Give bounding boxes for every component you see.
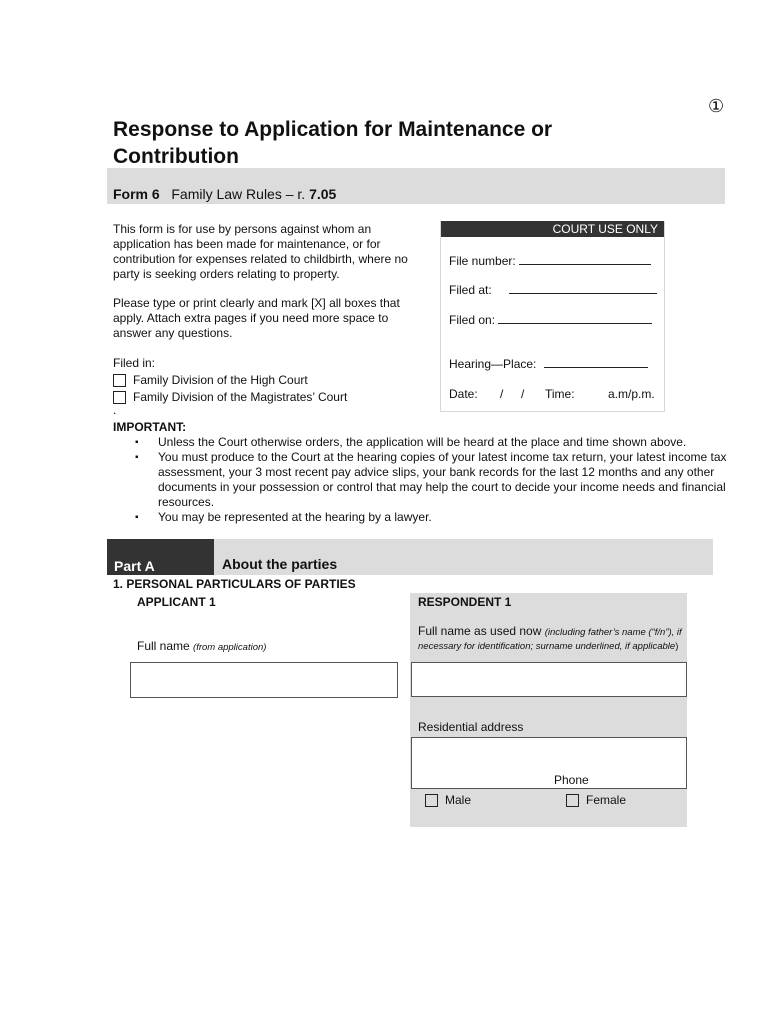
section-1-heading: 1. PERSONAL PARTICULARS OF PARTIES bbox=[113, 577, 356, 591]
residential-address-field[interactable] bbox=[411, 737, 687, 789]
part-a-label: Part A bbox=[114, 558, 155, 574]
important-list bbox=[113, 435, 733, 525]
date-slash-2: / bbox=[521, 387, 525, 401]
intro-paragraph-2: Please type or print clearly and mark [X] all boxes that apply. Attach extra pages if you need more space to answer any questions. bbox=[113, 296, 400, 340]
bullet-icon: ▪ bbox=[135, 452, 139, 463]
page-number: ① bbox=[708, 96, 725, 116]
phone-label: Phone bbox=[554, 773, 589, 787]
high-court-label: Family Division of the High Court bbox=[133, 373, 308, 387]
respondent-fullname-label: Full name as used now (including father’s name (“f/n”), if necessary for identification; surname underlined, if applicable) bbox=[418, 624, 682, 652]
important-item-3: ▪ You may be represented at the hearing by a lawyer. bbox=[135, 510, 432, 524]
date-slash-1: / bbox=[500, 387, 504, 401]
respondent-heading: RESPONDENT 1 bbox=[418, 595, 512, 609]
applicant-heading: APPLICANT 1 bbox=[137, 595, 216, 609]
file-number-row bbox=[449, 254, 651, 268]
filed-at-row bbox=[449, 283, 657, 297]
female-option[interactable] bbox=[566, 793, 626, 807]
court-use-box bbox=[440, 221, 665, 412]
time-label: Time: bbox=[545, 387, 575, 401]
important-heading: IMPORTANT: bbox=[113, 420, 187, 434]
residential-address-label: Residential address bbox=[418, 720, 524, 734]
magistrates-court-label: Family Division of the Magistrates’ Court bbox=[133, 390, 348, 404]
filed-in-section bbox=[113, 355, 433, 417]
hearing-place-row bbox=[449, 357, 648, 371]
filed-on-field[interactable] bbox=[498, 313, 652, 324]
female-checkbox[interactable] bbox=[566, 794, 579, 807]
respondent-column-footer-band bbox=[410, 807, 687, 826]
hearing-place-field[interactable] bbox=[544, 357, 648, 368]
filed-in-label: Filed in: bbox=[113, 356, 156, 370]
form-number: Form 6 bbox=[113, 186, 160, 202]
male-checkbox[interactable] bbox=[425, 794, 438, 807]
filed-on-row bbox=[449, 313, 652, 327]
high-court-checkbox[interactable] bbox=[113, 374, 126, 387]
filed-in-option-magistrates-court[interactable] bbox=[113, 389, 433, 406]
rules-prefix: Family Law Rules – r. bbox=[171, 186, 310, 202]
respondent-fullname-note: (including father’s name (“f/n”), if necessary for identification; surname underlined, if applicable bbox=[418, 627, 682, 652]
male-option[interactable] bbox=[425, 793, 471, 807]
important-item-2: ▪ You must produce to the Court at the hearing copies of your latest income tax return, your latest income tax assessment, your 3 most recent pay advice slips, your bank records for the last 12 months and any other documents in your possession or control that may help the court to decide your income needs and financial resources. bbox=[135, 450, 727, 509]
applicant-fullname-label: Full name (from application) bbox=[137, 639, 267, 653]
applicant-fullname-note: (from application) bbox=[193, 642, 267, 653]
form-title: Response to Application for Maintenance or Contribution bbox=[113, 118, 553, 168]
filed-at-label: Filed at: bbox=[449, 283, 492, 297]
male-label: Male bbox=[445, 793, 472, 807]
filed-in-option-high-court[interactable] bbox=[113, 372, 433, 389]
bullet-icon: ▪ bbox=[135, 512, 139, 523]
hearing-place-label: Hearing—Place: bbox=[449, 357, 537, 371]
file-number-label: File number: bbox=[449, 254, 516, 268]
file-number-field[interactable] bbox=[519, 254, 651, 265]
filed-at-field[interactable] bbox=[509, 283, 657, 294]
ampm-label: a.m/p.m. bbox=[608, 387, 655, 401]
respondent-fullname-field[interactable] bbox=[411, 662, 687, 697]
date-label: Date: bbox=[449, 387, 478, 401]
form-identifier bbox=[113, 186, 336, 202]
intro-paragraph-1: This form is for use by persons against whom an application has been made for maintenance, or for contribution for expenses related to childbirth, where no party is seeking orders relating to property. bbox=[113, 222, 408, 281]
female-label: Female bbox=[586, 793, 627, 807]
court-use-heading: COURT USE ONLY bbox=[441, 221, 664, 237]
trailing-period: . bbox=[113, 403, 117, 417]
date-time-row bbox=[449, 387, 659, 401]
important-section bbox=[113, 420, 733, 525]
applicant-fullname-field[interactable] bbox=[130, 662, 398, 698]
intro-text bbox=[113, 222, 423, 355]
important-item-1: ▪ Unless the Court otherwise orders, the application will be heard at the place and time shown above. bbox=[135, 435, 687, 449]
filed-on-label: Filed on: bbox=[449, 313, 496, 327]
rule-number: 7.05 bbox=[309, 186, 337, 202]
bullet-icon: ▪ bbox=[135, 437, 139, 448]
part-a-title: About the parties bbox=[222, 556, 338, 572]
